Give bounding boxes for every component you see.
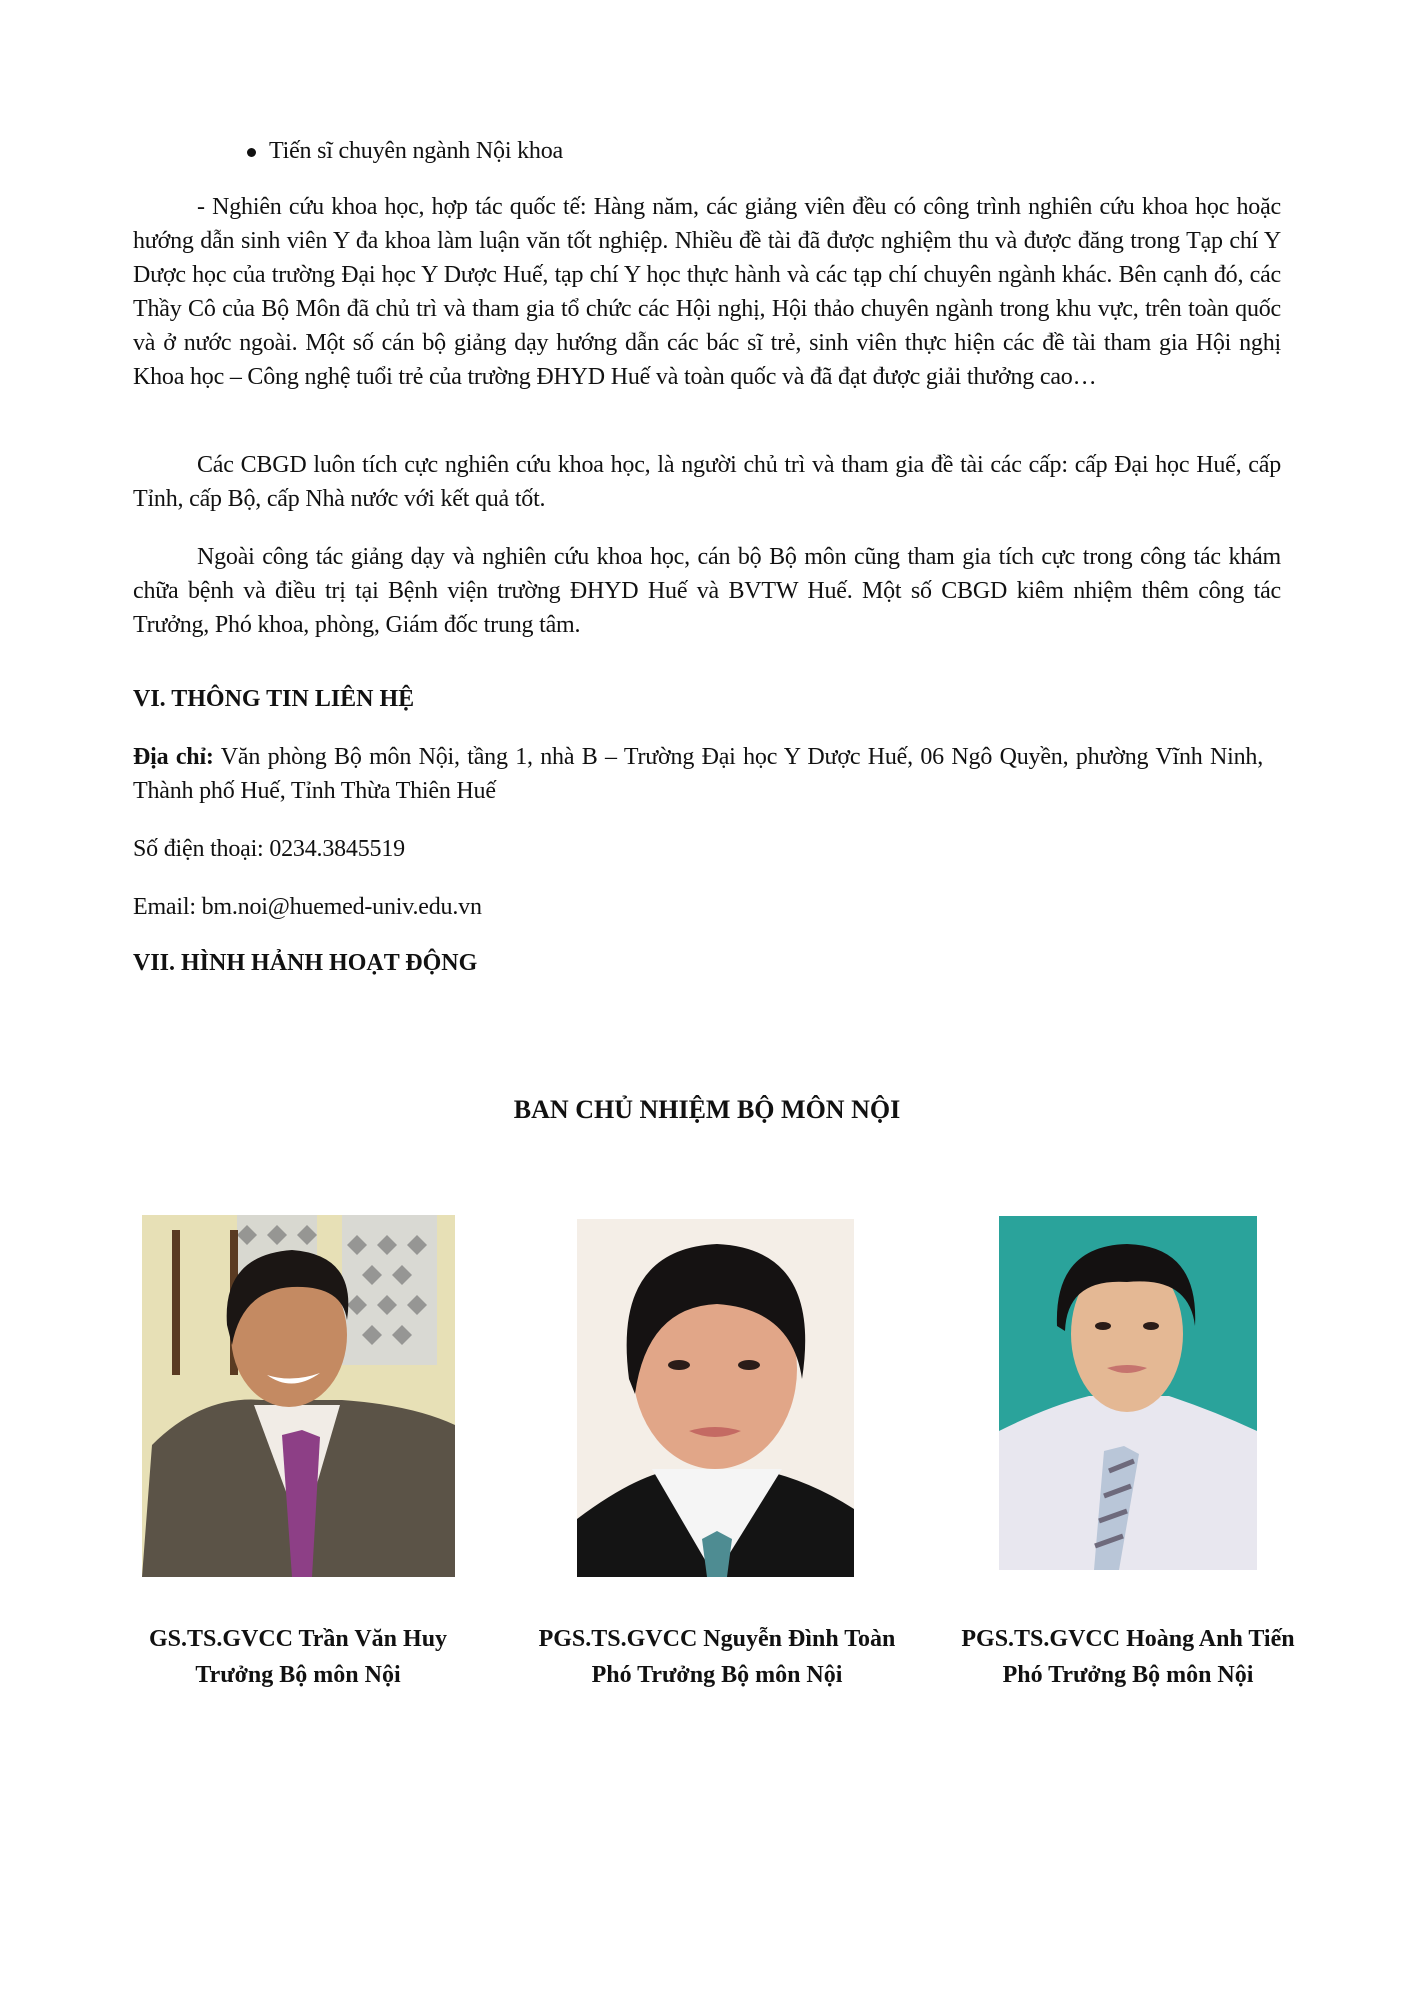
portrait-photo-1-image: [142, 1215, 455, 1577]
contact-address: [133, 740, 1263, 808]
person-card-1: [108, 1621, 488, 1693]
address-label: Địa chỉ:: [133, 744, 214, 770]
portrait-photo-1: [142, 1215, 455, 1577]
bullet-item: [247, 134, 563, 168]
section-heading-contact: VI. THÔNG TIN LIÊN HỆ: [133, 686, 415, 712]
portrait-photo-2: [577, 1219, 854, 1577]
person-card-3: [938, 1621, 1318, 1693]
paragraph-research-text: - Nghiên cứu khoa học, hợp tác quốc tế: Hàng năm, các giảng viên đều có công trình nghiên cứu khoa học hoặc hướng dẫn sinh viên Y đa khoa làm luận văn tốt nghiệp. Nhiều đề tài đã được nghiệm thu và được đăng trong Tạp chí Y Dược học của trường Đại học Y Dược Huế, tạp chí Y học thực hành và các tạp chí chuyên ngành khác. Bên cạnh đó, các Thầy Cô của Bộ Môn đã chủ trì và tham gia tổ chức các Hội nghị, Hội thảo chuyên ngành trong khu vực, trên toàn quốc và ở nước ngoài. Một số cán bộ giảng dạy hướng dẫn các bác sĩ trẻ, sinh viên thực hiện các đề tài tham gia Hội nghị Khoa học – Công nghệ tuổi trẻ của trường ĐHYD Huế và toàn quốc và đã đạt được giải thưởng cao…: [133, 194, 1281, 390]
person-card-2: [522, 1621, 912, 1693]
person-name: GS.TS.GVCC Trần Văn Huy: [148, 1626, 448, 1652]
contact-phone: Số điện thoại: 0234.3845519: [133, 836, 405, 862]
person-role: Phó Trưởng Bộ môn Nội: [1002, 1662, 1254, 1688]
bullet-dot-icon: [247, 148, 256, 157]
address-value: Văn phòng Bộ môn Nội, tầng 1, nhà B – Trường Đại học Y Dược Huế, 06 Ngô Quyền, phường Vĩnh Ninh, Thành phố Huế, Tỉnh Thừa Thiên Huế: [133, 744, 1263, 804]
gallery-title: BAN CHỦ NHIỆM BỘ MÔN NỘI: [513, 1095, 901, 1124]
portrait-photo-2-image: [577, 1219, 854, 1577]
paragraph-clinical: [133, 540, 1281, 642]
contact-email: Email: bm.noi@huemed-univ.edu.vn: [133, 894, 482, 920]
paragraph-research: [133, 190, 1281, 394]
paragraph-cbgd-text: Các CBGD luôn tích cực nghiên cứu khoa học, là người chủ trì và tham gia đề tài các cấp: cấp Đại học Huế, cấp Tỉnh, cấp Bộ, cấp Nhà nước với kết quả tốt.: [133, 452, 1281, 512]
portrait-photo-3: [999, 1216, 1257, 1570]
bullet-text: Tiến sĩ chuyên ngành Nội khoa: [269, 138, 563, 164]
section-heading-gallery: VII. HÌNH HẢNH HOẠT ĐỘNG: [133, 950, 478, 976]
portrait-photo-3-image: [999, 1216, 1257, 1570]
person-name: PGS.TS.GVCC Hoàng Anh Tiến: [961, 1626, 1295, 1652]
paragraph-cbgd: [133, 448, 1281, 516]
person-name: PGS.TS.GVCC Nguyễn Đình Toàn: [538, 1626, 896, 1652]
paragraph-clinical-text: Ngoài công tác giảng dạy và nghiên cứu khoa học, cán bộ Bộ môn cũng tham gia tích cực trong công tác khám chữa bệnh và điều trị tại Bệnh viện trường ĐHYD Huế và BVTW Huế. Một số CBGD kiêm nhiệm thêm công tác Trưởng, Phó khoa, phòng, Giám đốc trung tâm.: [133, 544, 1281, 638]
person-role: Trưởng Bộ môn Nội: [195, 1662, 401, 1688]
person-role: Phó Trưởng Bộ môn Nội: [591, 1662, 843, 1688]
